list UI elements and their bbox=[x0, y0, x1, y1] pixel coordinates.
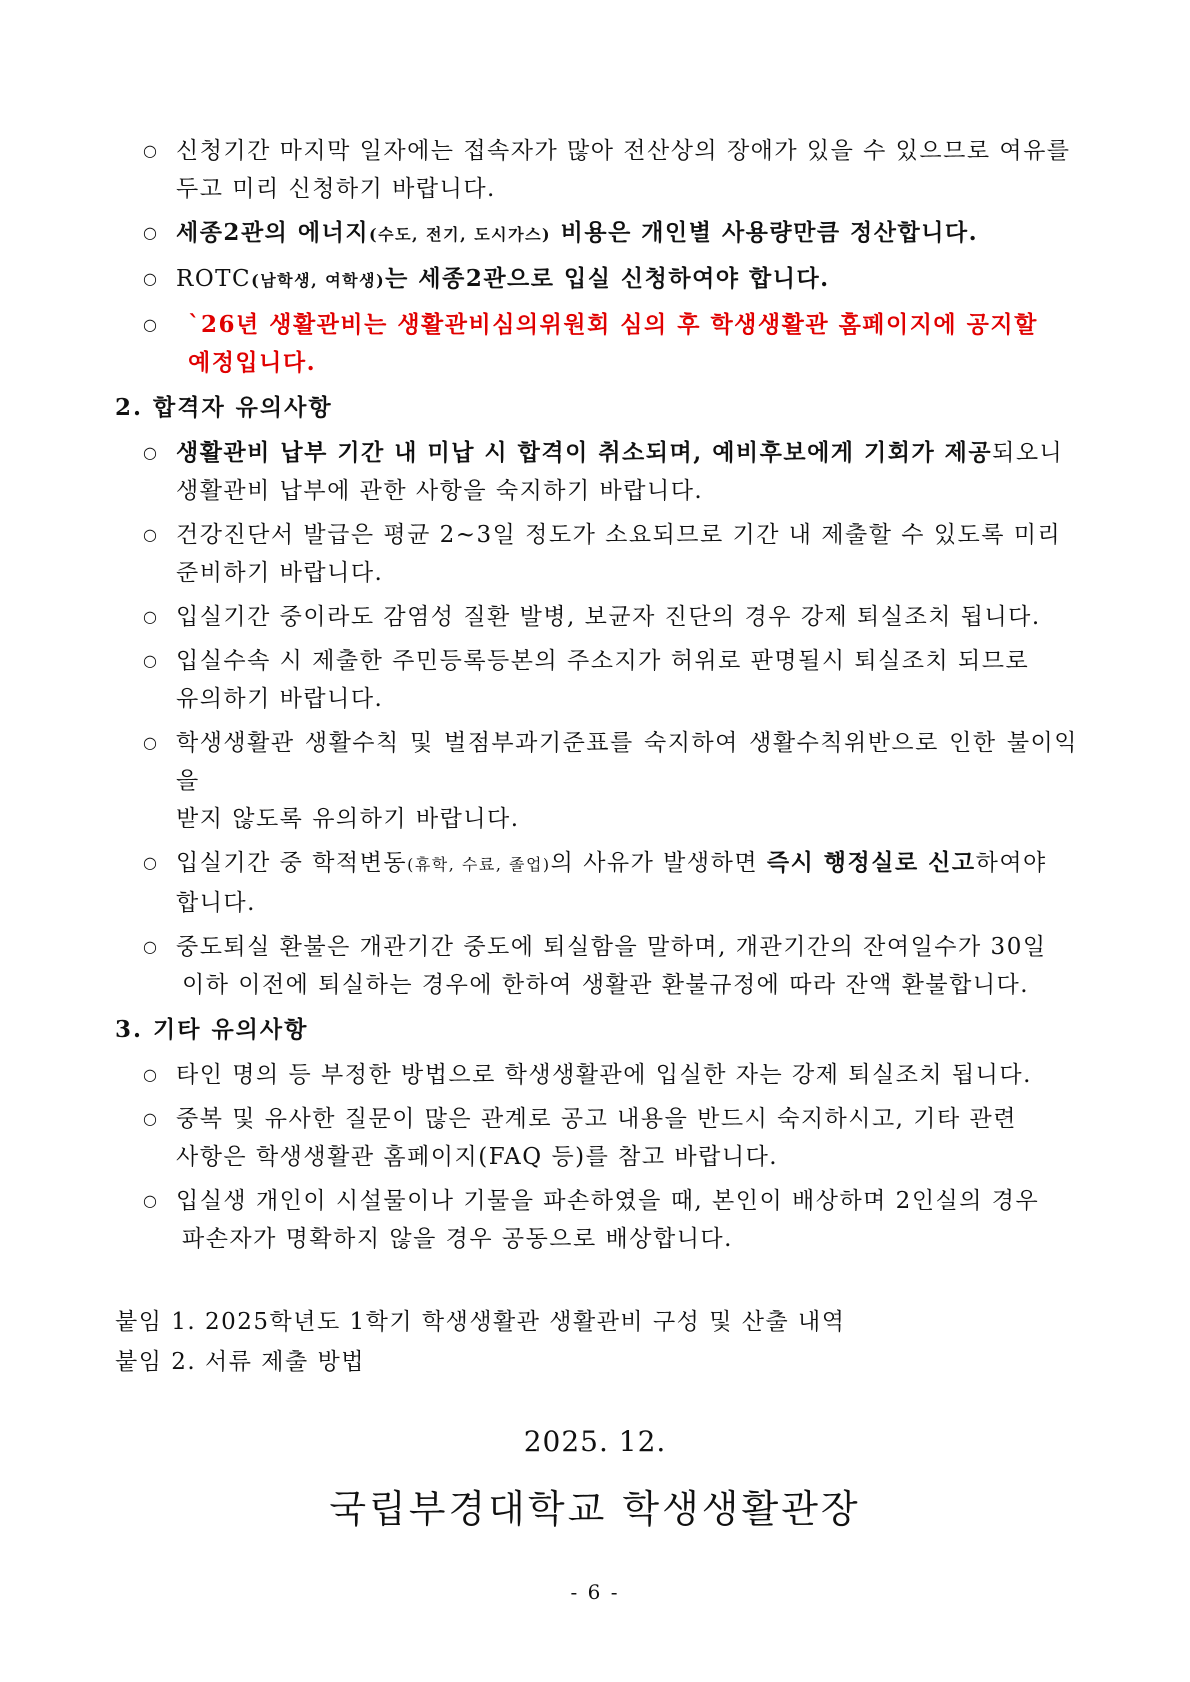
bullet-icon: ○ bbox=[143, 733, 159, 752]
bullet-icon: ○ bbox=[143, 223, 159, 242]
bullet-icon: ○ bbox=[143, 853, 159, 872]
item-text-bold: 즉시 행정실로 신고 bbox=[766, 849, 976, 876]
item-text: 되오니 bbox=[992, 440, 1064, 466]
item-text: 받지 않도록 유의하기 바랍니다. bbox=[176, 806, 520, 832]
item-text: 건강진단서 발급은 평균 2~3일 정도가 소요되므로 기간 내 제출할 수 있도록 미리 bbox=[176, 522, 1062, 548]
item-text: 하여야 bbox=[975, 850, 1047, 876]
item-text: 입실기간 중 학적변동 bbox=[176, 850, 408, 876]
item-text: 사항은 학생생활관 홈페이지(FAQ 등)를 참고 바랍니다. bbox=[176, 1144, 779, 1170]
bullet-icon: ○ bbox=[143, 937, 159, 956]
attachment-1: 붙임 1. 2025학년도 1학기 학생생활관 생활관비 구성 및 산출 내역 bbox=[115, 1309, 846, 1335]
bullet-icon: ○ bbox=[143, 607, 159, 626]
item-text: 는 세종2관으로 입실 신청하여야 합니다. bbox=[385, 265, 830, 292]
list-item bbox=[115, 1182, 1078, 1258]
item-text: 두고 미리 신청하기 바랍니다. bbox=[176, 176, 496, 202]
list-item bbox=[115, 260, 1078, 300]
item-text: 입실생 개인이 시설물이나 기물을 파손하였을 때, 본인이 배상하며 2인실의 경우 bbox=[176, 1188, 1040, 1214]
list-item bbox=[115, 516, 1078, 592]
bullet-icon: ○ bbox=[143, 525, 159, 544]
list-item bbox=[115, 1100, 1078, 1176]
item-text: `26년 생활관비는 생활관비심의위원회 심의 후 학생생활관 홈페이지에 공지할 bbox=[188, 311, 1038, 338]
section-2 bbox=[115, 434, 1078, 1004]
issue-date: 2025. 12. bbox=[523, 1425, 667, 1458]
item-text: 이하 이전에 퇴실하는 경우에 한하여 생활관 환불규정에 따라 잔액 환불합니다. bbox=[182, 972, 1030, 998]
item-text-small: (남학생, 여학생) bbox=[251, 271, 386, 290]
list-item bbox=[115, 132, 1078, 208]
bullet-icon: ○ bbox=[143, 1109, 159, 1128]
item-text: 입실기간 중이라도 감염성 질환 발병, 보균자 진단의 경우 강제 퇴실조치 됩니다. bbox=[176, 604, 1041, 630]
item-text: ROTC bbox=[176, 266, 252, 292]
item-text: 유의하기 바랍니다. bbox=[176, 686, 384, 712]
notice-text bbox=[176, 306, 1078, 382]
item-text: 중도퇴실 환불은 개관기간 중도에 퇴실함을 말하며, 개관기간의 잔여일수가 30일 bbox=[176, 934, 1047, 960]
attachment-2: 붙임 2. 서류 제출 방법 bbox=[115, 1349, 365, 1375]
attachments bbox=[115, 1302, 1078, 1382]
item-text: 신청기간 마지막 일자에는 접속자가 많아 전산상의 장애가 있을 수 있으므로 여유를 bbox=[176, 138, 1071, 164]
item-text: 생활관비 납부에 관한 사항을 숙지하기 바랍니다. bbox=[176, 478, 704, 504]
item-text: 타인 명의 등 부정한 방법으로 학생생활관에 입실한 자는 강제 퇴실조치 됩니다. bbox=[176, 1062, 1032, 1088]
bullet-icon: ○ bbox=[143, 443, 159, 462]
item-text: 의 사유가 발생하면 bbox=[550, 850, 767, 876]
bullet-icon: ○ bbox=[143, 141, 159, 160]
list-item bbox=[115, 724, 1078, 838]
item-text: 학생생활관 생활수칙 및 벌점부과기준표를 숙지하여 생활수칙위반으로 인한 불이익을 bbox=[176, 730, 1078, 794]
list-item bbox=[115, 844, 1078, 922]
item-text: 세종2관의 에너지 bbox=[176, 219, 370, 246]
bullet-icon: ○ bbox=[143, 1065, 159, 1084]
bullet-icon: ○ bbox=[143, 651, 159, 670]
section-2-heading: 2. 합격자 유의사항 bbox=[115, 394, 333, 421]
item-text-small: (휴학, 수료, 졸업) bbox=[407, 855, 551, 874]
section-3-heading: 3. 기타 유의사항 bbox=[115, 1016, 309, 1043]
list-item bbox=[115, 642, 1078, 718]
item-text: 중복 및 유사한 질문이 많은 관계로 공고 내용을 반드시 숙지하시고, 기타 관련 bbox=[176, 1106, 1017, 1132]
item-text: 준비하기 바랍니다. bbox=[176, 560, 384, 586]
section-3 bbox=[115, 1056, 1078, 1258]
item-text: 비용은 개인별 사용량만큼 정산합니다. bbox=[551, 219, 979, 246]
list-item bbox=[115, 598, 1078, 636]
list-item bbox=[115, 1056, 1078, 1094]
item-text: 파손자가 명확하지 않을 경우 공동으로 배상합니다. bbox=[182, 1226, 733, 1252]
item-text: 입실수속 시 제출한 주민등록등본의 주소지가 허위로 판명될시 퇴실조치 되므로 bbox=[176, 648, 1030, 674]
page-number: - 6 - bbox=[570, 1580, 620, 1604]
section-top bbox=[115, 132, 1078, 382]
item-text-small: (수도, 전기, 도시가스) bbox=[369, 225, 552, 244]
item-text-bold: 생활관비 납부 기간 내 미납 시 합격이 취소되며, 예비후보에게 기회가 제공 bbox=[176, 439, 993, 466]
list-item bbox=[115, 214, 1078, 254]
list-item-notice bbox=[115, 306, 1078, 382]
bullet-icon: ○ bbox=[143, 1191, 159, 1210]
signer-title: 국립부경대학교 학생생활관장 bbox=[329, 1487, 861, 1531]
list-item bbox=[115, 928, 1078, 1004]
list-item bbox=[115, 434, 1078, 510]
bullet-icon: ○ bbox=[143, 315, 159, 334]
bullet-icon: ○ bbox=[143, 269, 159, 288]
item-text: 예정입니다. bbox=[188, 349, 317, 376]
item-text: 합니다. bbox=[176, 890, 256, 916]
